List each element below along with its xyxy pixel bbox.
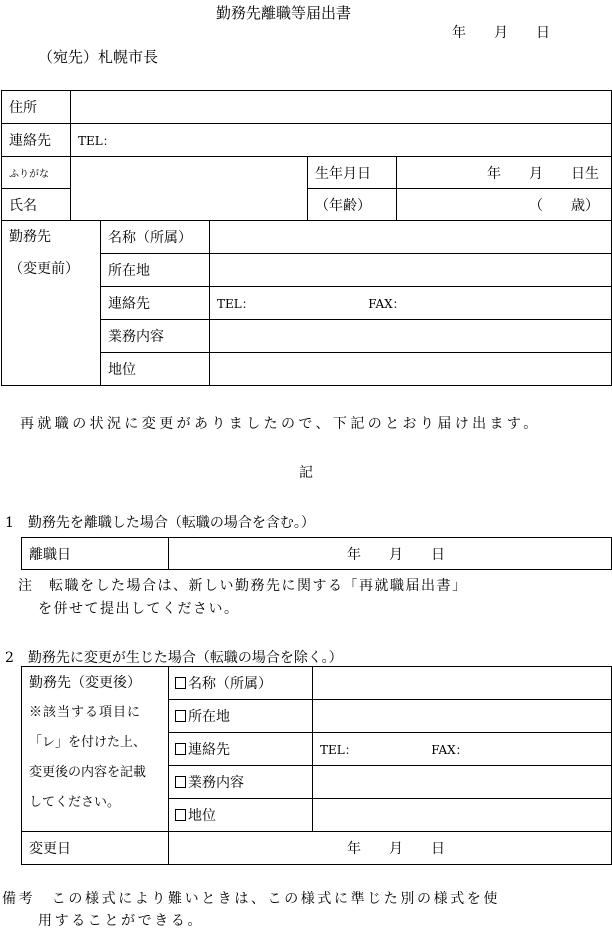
contact-tel-label: TEL：	[78, 133, 115, 148]
note-line-2: を併せて提出してください。	[38, 601, 240, 617]
workplace-location-label: 所在地	[101, 254, 210, 287]
workplace-position-label: 地位	[101, 353, 210, 386]
workplace-location-field[interactable]	[210, 254, 612, 287]
statement: 再就職の状況に変更がありましたので、下記のとおり届け出ます。	[20, 416, 541, 432]
after-duties-field[interactable]	[313, 766, 612, 799]
retirement-date-value[interactable]: 年 月 日	[169, 538, 612, 570]
item-label: 所在地	[188, 709, 230, 725]
age-value[interactable]: （ 歳）	[397, 189, 612, 221]
workplace-before-sublabel: （変更前）	[9, 261, 79, 277]
item-contact[interactable]	[169, 733, 313, 766]
workplace-before-cell	[2, 221, 101, 386]
applicant-table	[1, 90, 612, 386]
name-label: 氏名	[2, 189, 71, 221]
after-fax-label: FAX：	[431, 742, 468, 757]
item-label: 連絡先	[188, 742, 230, 758]
after-location-field[interactable]	[313, 700, 612, 733]
submission-date: 年 月 日	[452, 25, 550, 41]
workplace-name-label: 名称（所属）	[101, 221, 210, 254]
after-name-field[interactable]	[313, 667, 612, 700]
instruction-line: ※該当する項目に	[29, 705, 142, 720]
item-position[interactable]	[169, 799, 313, 832]
after-tel-label: TEL：	[320, 742, 357, 757]
after-position-field[interactable]	[313, 799, 612, 832]
workplace-contact-field[interactable]	[210, 287, 612, 320]
checkbox[interactable]	[175, 710, 186, 722]
item-label: 地位	[188, 808, 216, 824]
birth-date-value[interactable]: 年 月 日生	[397, 157, 612, 189]
item-name[interactable]	[169, 667, 313, 700]
change-date-label: 変更日	[22, 832, 169, 865]
checkbox[interactable]	[175, 743, 186, 755]
workplace-after-instructions	[22, 667, 169, 832]
remarks-line-2: 用することができる。	[38, 913, 204, 929]
change-table	[21, 666, 612, 865]
item-label: 業務内容	[188, 775, 244, 791]
workplace-label: 勤務先	[9, 229, 51, 245]
workplace-duties-label: 業務内容	[101, 320, 210, 353]
checkbox[interactable]	[175, 809, 186, 821]
instruction-line: してください。	[29, 795, 121, 810]
note-line-1: 注 転職をした場合は、新しい勤務先に関する「再就職届出書」	[18, 578, 468, 594]
after-contact-field[interactable]	[313, 733, 612, 766]
workplace-tel-label: TEL：	[217, 296, 254, 311]
section2-heading: 2 勤務先に変更が生じた場合（転職の場合を除く。）	[5, 650, 343, 666]
remarks-line-1: 備考 この様式により難いときは、この様式に準じた別の様式を使	[2, 891, 500, 907]
workplace-name-field[interactable]	[210, 221, 612, 254]
item-duties[interactable]	[169, 766, 313, 799]
contact-field[interactable]	[71, 124, 612, 157]
form-title: 勤務先離職等届出書	[216, 4, 352, 22]
item-location[interactable]	[169, 700, 313, 733]
workplace-after-label: 勤務先（変更後）	[29, 675, 141, 691]
address-field[interactable]	[71, 91, 612, 124]
name-field[interactable]	[71, 157, 308, 221]
furigana-label: ふりがな	[2, 157, 71, 189]
workplace-duties-field[interactable]	[210, 320, 612, 353]
checkbox[interactable]	[175, 677, 186, 689]
workplace-fax-label: FAX：	[368, 296, 405, 311]
checkbox[interactable]	[175, 776, 186, 788]
birth-label: 生年月日	[308, 157, 397, 189]
workplace-contact-label: 連絡先	[101, 287, 210, 320]
instruction-line: 「レ」を付けた上、	[29, 735, 147, 750]
workplace-position-field[interactable]	[210, 353, 612, 386]
addressee: （宛先）札幌市長	[38, 48, 159, 66]
contact-label: 連絡先	[2, 124, 71, 157]
change-date-value[interactable]: 年 月 日	[169, 832, 612, 865]
item-label: 名称（所属）	[188, 676, 272, 692]
section1-heading: 1 勤務先を離職した場合（転職の場合を含む。）	[5, 515, 315, 531]
retirement-date-label: 離職日	[22, 538, 169, 570]
age-label: （年齢）	[308, 189, 397, 221]
retirement-table	[21, 537, 612, 570]
address-label: 住所	[2, 91, 71, 124]
instruction-line: 変更後の内容を記載	[29, 765, 147, 780]
ki-mark: 記	[299, 465, 313, 481]
